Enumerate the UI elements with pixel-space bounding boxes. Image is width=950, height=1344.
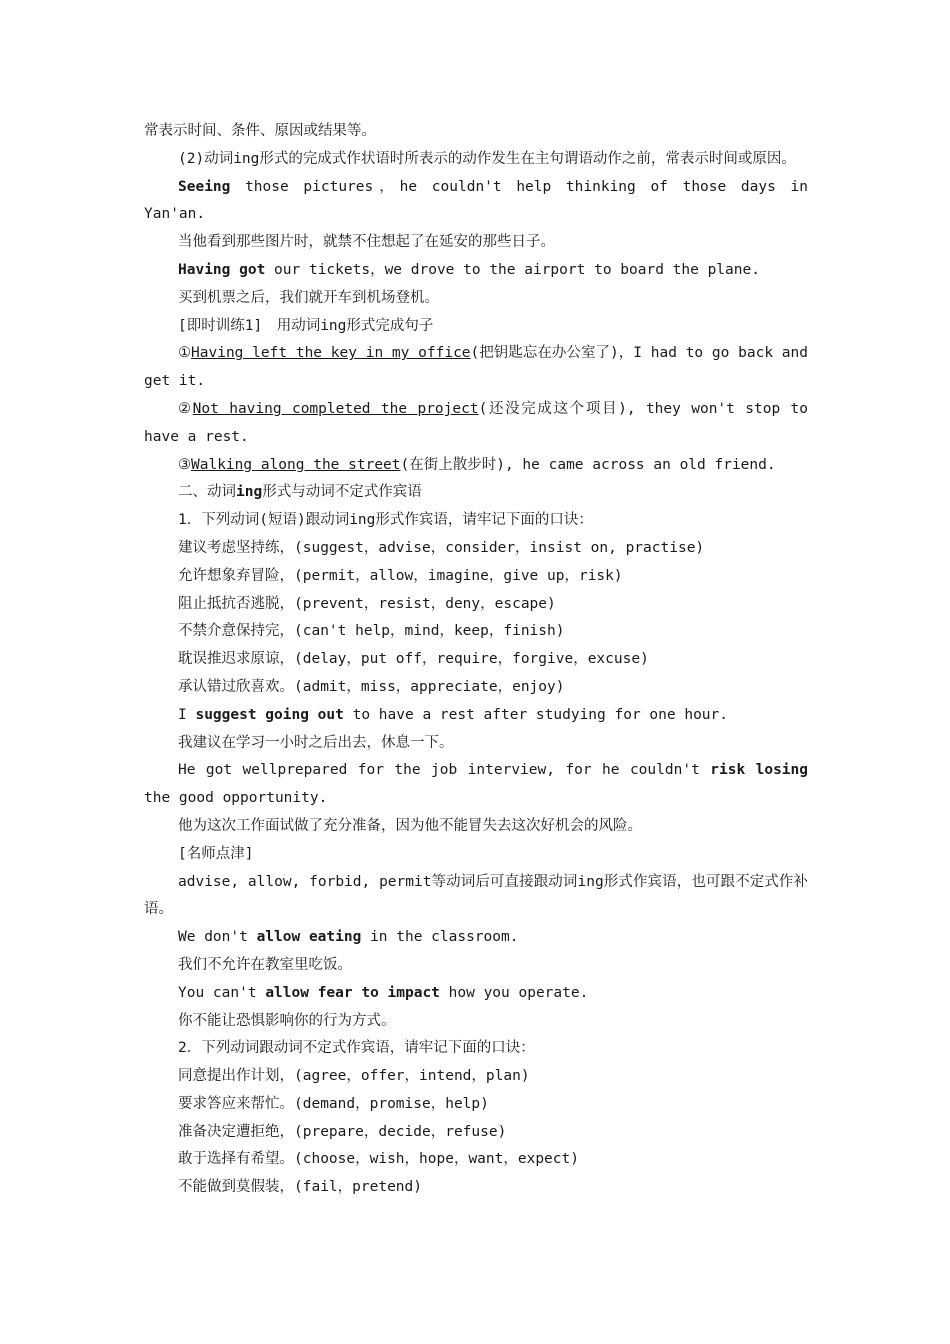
mnemonic-line: 敢于选择有希望。(choose，wish，hope，want，expect) (178, 1151, 579, 1168)
answer-text: Having left the key in my office (191, 345, 471, 362)
example-translation-2: 买到机票之后，我们就开车到机场登机。 (178, 289, 439, 306)
example-translation-3: 我建议在学习一小时之后出去，休息一下。 (178, 734, 454, 751)
document-body (144, 118, 808, 1202)
highlight-text: suggest going out (195, 706, 344, 723)
example-translation-1: 当他看到那些图片时，就禁不住想起了在延安的那些日子。 (178, 234, 555, 251)
example-translation-5: 我们不允许在教室里吃饭。 (178, 956, 352, 973)
mnemonic-line: 承认错过欣喜欢。(admit，miss，appreciate，enjoy) (178, 678, 565, 695)
example-text: the good opportunity. (144, 790, 328, 807)
example-translation-6: 你不能让恐惧影响你的行为方式。 (178, 1012, 396, 1029)
drill-text: (还没完成这个项目), they won't stop to have a rest. (144, 400, 809, 445)
highlight-text: risk losing (710, 762, 808, 779)
item-number: ③ (178, 456, 191, 473)
mnemonic-line: 建议考虑坚持练，(suggest，advise，consider，insist on, practise) (178, 539, 705, 556)
example-sentence-1 (144, 174, 808, 230)
example-translation-4: 他为这次工作面试做了充分准备，因为他不能冒失去这次好机会的风险。 (178, 817, 642, 834)
heading-text: 二、动词 (178, 484, 236, 501)
example-text: He got wellprepared for the job interview, for he couldn't (178, 762, 711, 779)
mnemonic-line: 同意提出作计划，(agree，offer，intend，plan) (178, 1068, 530, 1085)
drill-item-3 (144, 452, 808, 480)
example-sentence-5 (144, 924, 808, 952)
example-text: You can't (178, 984, 266, 1001)
highlight-text: allow fear to impact (265, 984, 440, 1001)
example-text: in the classroom. (361, 929, 519, 946)
subsection-2: 2．下列动词跟动词不定式作宾语，请牢记下面的口诀： (178, 1040, 535, 1057)
mnemonic-line: 阻止抵抗否逃脱，(prevent，resist，deny，escape) (178, 595, 556, 612)
heading-text: 形式与动词不定式作宾语 (262, 484, 422, 501)
subsection-1: 1．下列动词(短语)跟动词ing形式作宾语，请牢记下面的口诀： (178, 512, 593, 529)
mnemonic-line: 允许想象弃冒险，(permit，allow，imagine，give up，risk) (178, 567, 623, 584)
highlight-text: Having got (178, 261, 266, 278)
answer-text: Walking along the street (191, 456, 401, 473)
mnemonic-line: 准备决定遭拒绝，(prepare，decide，refuse) (178, 1123, 507, 1140)
example-text: how you operate. (439, 984, 589, 1001)
tip-body: advise, allow, forbid, permit等动词后可直接跟动词ing形式作宾语，也可跟不定式作补语。 (144, 873, 808, 918)
item-number: ② (178, 400, 193, 417)
highlight-text: allow eating (256, 929, 362, 946)
example-text: those pictures，he couldn't help thinking of those days in Yan'an. (144, 178, 808, 223)
drill-title: [即时训练1] 用动词ing形式完成句子 (178, 317, 434, 334)
highlight-text: Seeing (178, 178, 231, 195)
example-sentence-6 (144, 980, 808, 1008)
heading-bold: ing (236, 484, 263, 501)
paragraph-continuation: 常表示时间、条件、原因或结果等。 (144, 123, 376, 139)
example-text: I (178, 706, 196, 723)
mnemonic-line: 耽误推迟求原谅，(delay，put off，require，forgive，excuse) (178, 651, 649, 668)
drill-item-2 (144, 396, 808, 452)
example-sentence-3 (144, 702, 808, 730)
example-text: our tickets，we drove to the airport to board the plane. (265, 261, 760, 278)
section-heading-2 (144, 479, 808, 507)
mnemonic-line: 不禁介意保持完，(can't help，mind，keep，finish) (178, 623, 565, 640)
drill-text: (把钥匙忘在办公室了)，I had to go back and get it. (144, 345, 808, 390)
item-number: ① (178, 345, 192, 362)
answer-text: Not having completed the project (192, 400, 479, 417)
example-text: We don't (178, 929, 257, 946)
tip-title: [名师点津] (178, 845, 254, 862)
mnemonic-line: 要求答应来帮忙。(demand，promise，help) (178, 1095, 489, 1112)
drill-item-1 (144, 340, 808, 396)
paragraph-perfect-form: (2)动词ing形式的完成式作状语时所表示的动作发生在主句谓语动作之前，常表示时间或原因。 (178, 150, 796, 167)
drill-text: (在街上散步时), he came across an old friend. (400, 456, 776, 473)
example-text: to have a rest after studying for one hour. (343, 706, 728, 723)
mnemonic-line: 不能做到莫假装，(fail，pretend) (178, 1179, 422, 1196)
example-sentence-4 (144, 757, 808, 813)
example-sentence-2 (144, 257, 808, 285)
